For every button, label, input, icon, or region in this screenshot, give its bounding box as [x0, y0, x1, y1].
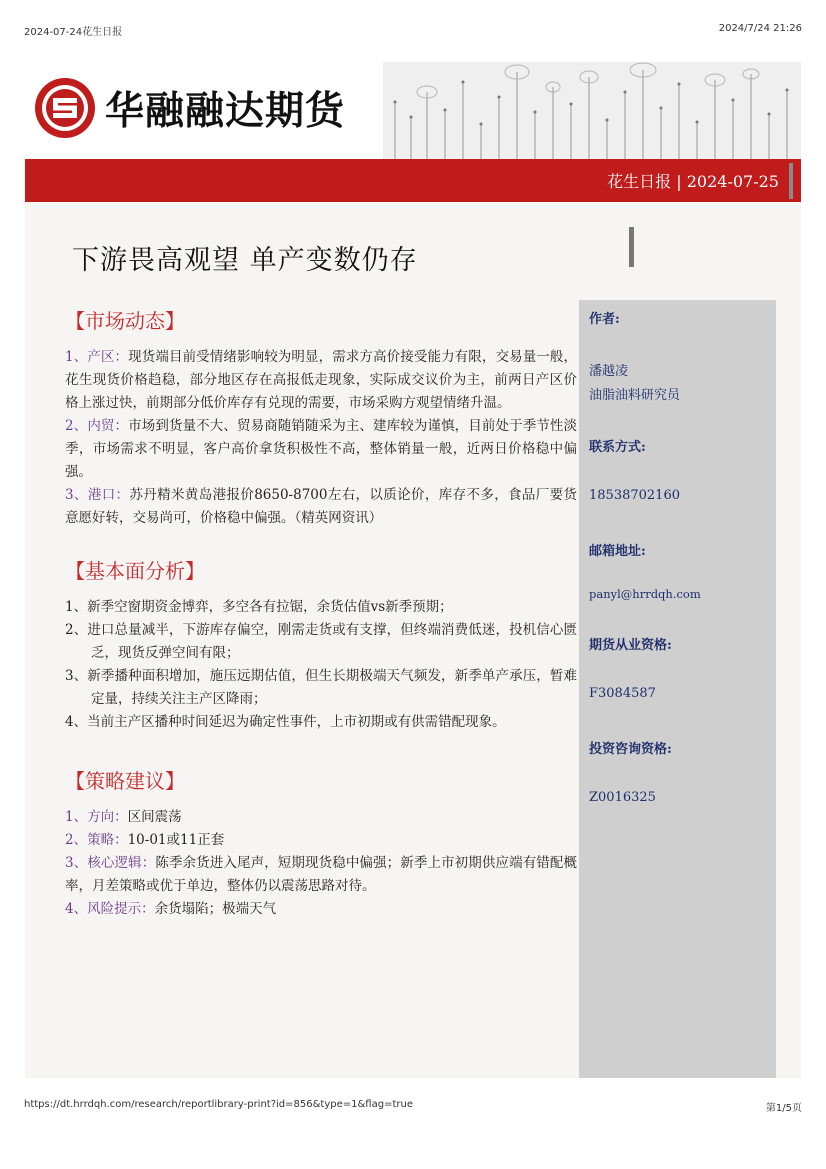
item-label: 内贸： — [87, 418, 129, 434]
page-number: 第1/5页 — [765, 1103, 802, 1114]
advisory-qualification-number: Z0016325 — [589, 790, 656, 805]
strategy-item — [65, 829, 577, 852]
item-number: 2、 — [65, 418, 88, 434]
item-label: 策略： — [87, 832, 128, 848]
fundamental-item: 1、新季空窗期资金博弈，多空各有拉锯，余货估值vs新季预期； — [65, 599, 453, 615]
main-title: 下游畏高观望 单产变数仍存 — [72, 245, 418, 276]
item-label: 港口： — [87, 487, 130, 503]
item-text: 市场到货量不大、贸易商随销随采为主、建库较为谨慎，目前处于季节性淡季，市场需求不明显，客户高价拿货积极性不高，整体销量一般，近两日价格稳中偏强。 — [65, 418, 578, 480]
fundamental-item: 4、当前主产区播种时间延迟为确定性事件，上市初期或有供需错配现象。 — [65, 714, 506, 730]
item-label: 风险提示： — [87, 901, 155, 917]
fundamental-item: 2、进口总量减半，下游库存偏空，刚需走货或有支撑，但终端消费低迷，投机信心匮乏，现货反弹空间有限； — [65, 622, 577, 661]
email-address[interactable]: panyl@hrrdqh.com — [589, 587, 701, 601]
report-page — [25, 62, 801, 1078]
report-title-bar — [25, 159, 801, 202]
item-number: 4、 — [65, 901, 88, 917]
item-text: 苏丹精米黄岛港报价8650-8700左右，以质论价，库存不多，食品厂要货意愿好转，交易尚可，价格稳中偏强。（精英网资讯） — [65, 487, 578, 526]
futures-qualification-label: 期货从业资格: — [589, 638, 672, 653]
item-label: 产区： — [87, 349, 129, 365]
item-number: 3、 — [65, 487, 88, 503]
brand-logo — [33, 76, 345, 140]
print-header — [24, 23, 802, 38]
strategy-item — [65, 852, 577, 898]
futures-qualification-number: F3084587 — [589, 686, 656, 701]
item-number: 3、 — [65, 855, 88, 871]
item-text: 现货端目前受情绪影响较为明显，需求方高价接受能力有限，交易量一般，花生现货价格趋稳，部分地区存在高报低走现象，实际成交议价为主，前两日产区价格上涨过快，前期部分低价库存有兑现的需要，市场采购方观望情绪升温。 — [65, 349, 578, 411]
contact-label: 联系方式: — [589, 440, 646, 455]
author-name: 潘越凌 — [589, 364, 629, 379]
section-heading-fundamental: 【基本面分析】 — [65, 559, 205, 583]
author-label: 作者: — [589, 312, 620, 327]
fundamental-item: 3、新季播种面积增加，施压远期估值，但生长期极端天气频发，新季单产承压，暂难定量，持续关注主产区降雨； — [65, 668, 577, 707]
market-item — [65, 415, 577, 484]
banner-decoration — [383, 62, 801, 159]
email-label: 邮箱地址: — [589, 544, 646, 559]
author-sidebar — [579, 300, 776, 1078]
item-text: 余货塌陷；极端天气 — [154, 901, 277, 917]
print-footer-url[interactable]: https://dt.hrrdqh.com/research/reportlibrary-print?id=856&type=1&flag=true — [24, 1099, 413, 1110]
item-number: 1、 — [65, 349, 88, 365]
advisory-qualification-label: 投资咨询资格: — [589, 742, 672, 757]
section-heading-market: 【市场动态】 — [65, 309, 185, 333]
report-type-date: 花生日报 | 2024-07-25 — [607, 172, 779, 191]
strategy-item — [65, 898, 577, 921]
strategy-item — [65, 806, 577, 829]
item-text: 区间震荡 — [127, 809, 182, 825]
section-heading-strategy: 【策略建议】 — [65, 769, 185, 793]
item-text: 陈季余货进入尾声，短期现货稳中偏强；新季上市初期供应端有错配概率，月差策略或优于单边，整体仍以震荡思路对待。 — [65, 855, 578, 894]
print-header-right: 2024/7/24 21:26 — [718, 23, 802, 34]
banner — [25, 62, 801, 159]
item-number: 1、 — [65, 809, 88, 825]
brand-logo-icon — [33, 76, 97, 140]
market-item — [65, 484, 577, 530]
brand-name: 华融融达期货 — [105, 89, 346, 134]
title-bar-edge — [789, 163, 793, 199]
item-label: 核心逻辑： — [87, 855, 156, 871]
item-label: 方向： — [87, 809, 128, 825]
market-item — [65, 346, 577, 415]
report-body — [65, 300, 577, 921]
title-divider — [629, 227, 634, 267]
item-text: 10-01或11正套 — [127, 832, 225, 848]
item-number: 2、 — [65, 832, 88, 848]
author-title: 油脂油料研究员 — [589, 388, 681, 403]
print-footer — [24, 1099, 802, 1114]
print-header-left: 2024-07-24花生日报 — [24, 27, 123, 38]
contact-phone: 18538702160 — [589, 488, 680, 503]
